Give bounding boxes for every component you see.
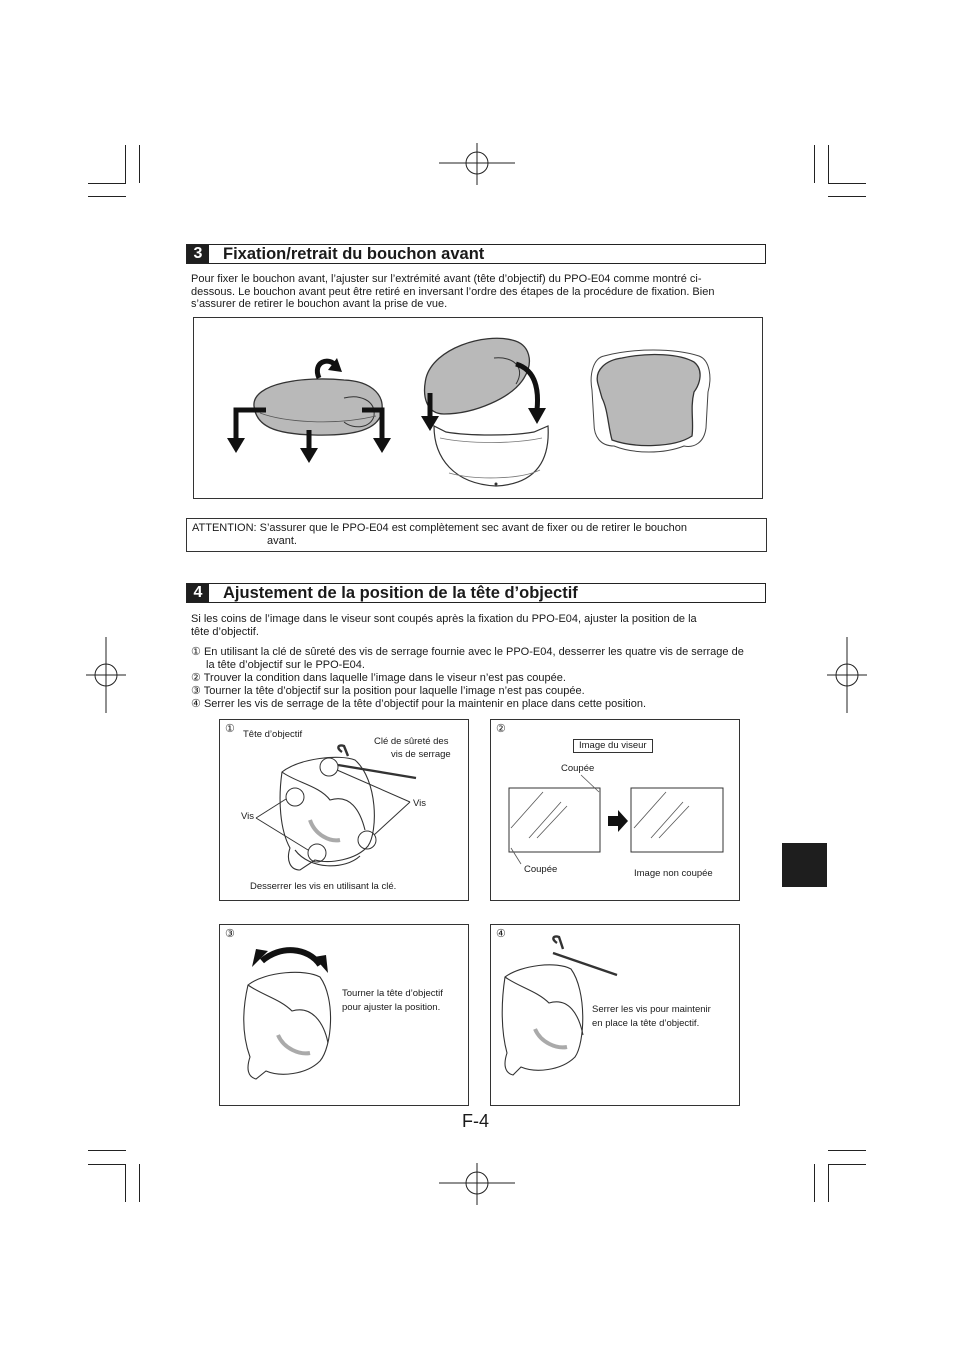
step-text: Tourner la tête d’objectif sur la position pour laquelle l’image n’est pas coupée. bbox=[203, 685, 585, 697]
lens-head-tighten-drawing bbox=[491, 925, 739, 1105]
step-marker: ① bbox=[191, 646, 201, 658]
step-continuation: la tête d’objectif sur le PPO-E04. bbox=[206, 659, 365, 671]
intro-line: Pour fixer le bouchon avant, l’ajuster sur l’extrémité avant (tête d’objectif) du PPO-E04 comme montré ci- bbox=[191, 273, 702, 285]
step-text: En utilisant la clé de sûreté des vis de serrage fournie avec le PPO-E04, desserrer les quatre vis de serrage de bbox=[203, 646, 744, 658]
page-number: F-4 bbox=[462, 1111, 489, 1131]
rotate-caption: pour ajuster la position. bbox=[342, 1002, 441, 1013]
lens-head-loosen-drawing bbox=[220, 720, 468, 900]
cap-removing-icon bbox=[227, 358, 391, 463]
cap-fitted-icon bbox=[591, 350, 710, 452]
figure-marker: ③ bbox=[225, 928, 235, 940]
viewfinder-label: Image du viseur bbox=[573, 739, 653, 753]
screw-label: Vis bbox=[413, 798, 427, 809]
figure-1-loosen bbox=[219, 719, 469, 901]
intro-line: s’assurer de retirer le bouchon avant la prise de vue. bbox=[191, 298, 448, 311]
figure-marker: ② bbox=[496, 723, 506, 735]
viewfinder-comparison-drawing bbox=[491, 720, 739, 900]
step-marker: ② bbox=[191, 672, 201, 684]
intro-line: dessous. Le bouchon avant peut être retiré en inversant l’ordre des étapes de la procédure de fixation. Bien bbox=[191, 285, 715, 298]
list-item bbox=[191, 698, 646, 711]
list-item bbox=[191, 672, 566, 685]
rotate-caption: Tourner la tête d’objectif bbox=[342, 988, 443, 999]
section-3-header bbox=[186, 244, 766, 264]
intro-line: tête d’objectif. bbox=[191, 625, 259, 638]
section-3-intro bbox=[191, 273, 771, 311]
screw-label: Vis bbox=[241, 811, 255, 822]
not-cut-label: Image non coupée bbox=[634, 868, 713, 879]
cut-label: Coupée bbox=[524, 864, 558, 875]
attention-line: ATTENTION: S’assurer que le PPO-E04 est complètement sec avant de fixer ou de retirer le bouchon bbox=[192, 522, 688, 534]
lens-head-rotate-drawing bbox=[220, 925, 468, 1105]
tighten-caption: en place la tête d’objectif. bbox=[592, 1018, 700, 1029]
figure-marker: ④ bbox=[496, 928, 506, 940]
section-4-number: 4 bbox=[187, 584, 209, 602]
head-label: Tête d’objectif bbox=[243, 729, 303, 740]
language-tab bbox=[782, 843, 827, 887]
figure-caption: Desserrer les vis en utilisant la clé. bbox=[250, 881, 397, 892]
cut-label: Coupée bbox=[561, 763, 595, 774]
intro-line: Si les coins de l’image dans le viseur sont coupés après la fixation du PPO-E04, ajuster la position de la bbox=[191, 613, 697, 625]
section-4-header bbox=[186, 583, 766, 603]
section-4-title: Ajustement de la position de la tête d’objectif bbox=[223, 584, 578, 602]
cap-attaching-icon bbox=[421, 338, 548, 486]
figure-3-rotate bbox=[219, 924, 469, 1106]
list-item bbox=[191, 685, 585, 698]
list-item bbox=[191, 646, 744, 659]
figure-4-tighten bbox=[490, 924, 740, 1106]
attention-box bbox=[186, 518, 767, 552]
section-3-title: Fixation/retrait du bouchon avant bbox=[223, 245, 485, 263]
section-4-intro bbox=[191, 613, 771, 638]
section-3-number: 3 bbox=[187, 245, 209, 263]
attention-line: avant. bbox=[267, 535, 297, 547]
step-text: Serrer les vis de serrage de la tête d’objectif pour la maintenir en place dans cette position. bbox=[203, 698, 647, 710]
key-label: Clé de sûreté des bbox=[374, 736, 449, 747]
key-label: vis de serrage bbox=[391, 749, 451, 760]
front-cap-drawing bbox=[194, 318, 762, 498]
figure-2-viewfinder bbox=[490, 719, 740, 901]
step-text: Trouver la condition dans laquelle l’image dans le viseur n’est pas coupée. bbox=[203, 672, 566, 684]
step-marker: ③ bbox=[191, 685, 201, 697]
tighten-caption: Serrer les vis pour maintenir bbox=[592, 1004, 711, 1015]
front-cap-illustration bbox=[193, 317, 763, 499]
figure-marker: ① bbox=[225, 723, 235, 735]
step-marker: ④ bbox=[191, 698, 201, 710]
